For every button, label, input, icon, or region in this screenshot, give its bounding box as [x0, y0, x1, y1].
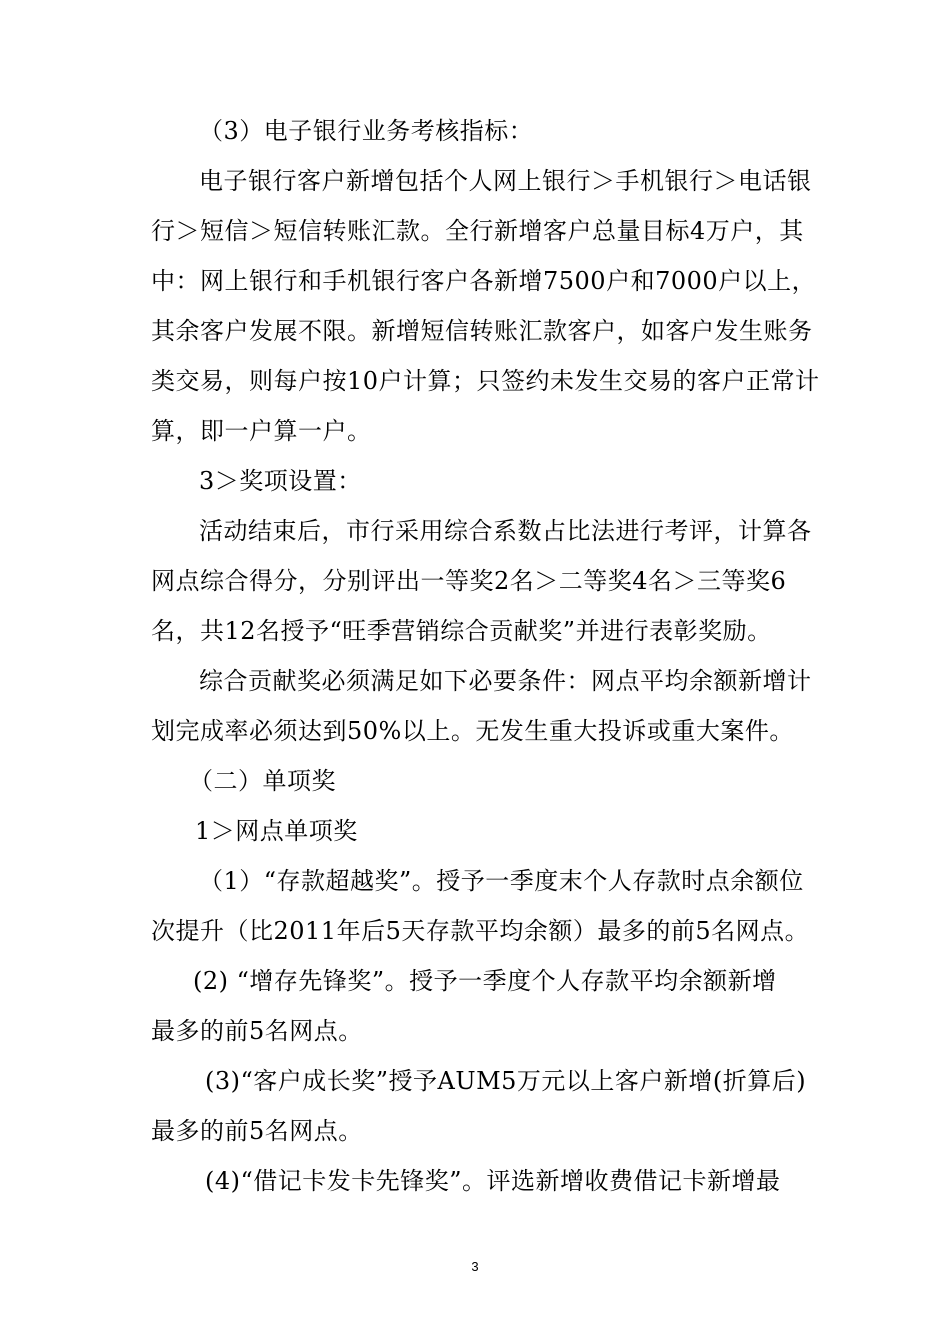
- page-number: 3: [471, 1259, 479, 1274]
- section-heading-single-awards: （二）单项奖: [189, 767, 336, 795]
- paragraph-line: 最多的前5名网点。: [151, 1017, 363, 1045]
- paragraph-line: 电子银行客户新增包括个人网上银行＞手机银行＞电话银: [199, 167, 812, 195]
- paragraph-line: 活动结束后，市行采用综合系数占比法进行考评，计算各: [199, 517, 812, 545]
- paragraph-line: 划完成率必须达到50%以上。无发生重大投诉或重大案件。: [151, 717, 794, 745]
- paragraph-line: （1）“存款超越奖”。授予一季度末个人存款时点余额位: [199, 867, 804, 895]
- paragraph-line: (4)“借记卡发卡先锋奖”。评选新增收费借记卡新增最: [205, 1167, 781, 1195]
- section-heading-awards: 3＞奖项设置：: [199, 467, 362, 495]
- paragraph-line: 中：网上银行和手机银行客户各新增7500户和7000户以上，: [151, 267, 817, 295]
- paragraph-line: (2) “增存先锋奖”。授予一季度个人存款平均余额新增: [193, 967, 777, 995]
- section-heading-e-banking: （3）电子银行业务考核指标：: [199, 117, 534, 145]
- paragraph-line: 行＞短信＞短信转账汇款。全行新增客户总量目标4万户，其: [151, 217, 804, 245]
- paragraph-line: 其余客户发展不限。新增短信转账汇款客户，如客户发生账务: [151, 317, 813, 345]
- paragraph-line: 算，即一户算一户。: [151, 417, 372, 445]
- paragraph-line: 综合贡献奖必须满足如下必要条件：网点平均余额新增计: [199, 667, 812, 695]
- paragraph-line: 名，共12名授予“旺季营销综合贡献奖”并进行表彰奖励。: [151, 617, 772, 645]
- paragraph-line: 最多的前5名网点。: [151, 1117, 363, 1145]
- paragraph-line: 次提升（比2011年后5天存款平均余额）最多的前5名网点。: [151, 917, 810, 945]
- paragraph-line: 网点综合得分，分别评出一等奖2名＞二等奖4名＞三等奖6: [151, 567, 787, 595]
- paragraph-line: (3)“客户成长奖”授予AUM5万元以上客户新增(折算后): [205, 1067, 807, 1095]
- section-heading-branch-awards: 1＞网点单项奖: [195, 817, 358, 845]
- paragraph-line: 类交易，则每户按10户计算；只签约未发生交易的客户正常计: [151, 367, 820, 395]
